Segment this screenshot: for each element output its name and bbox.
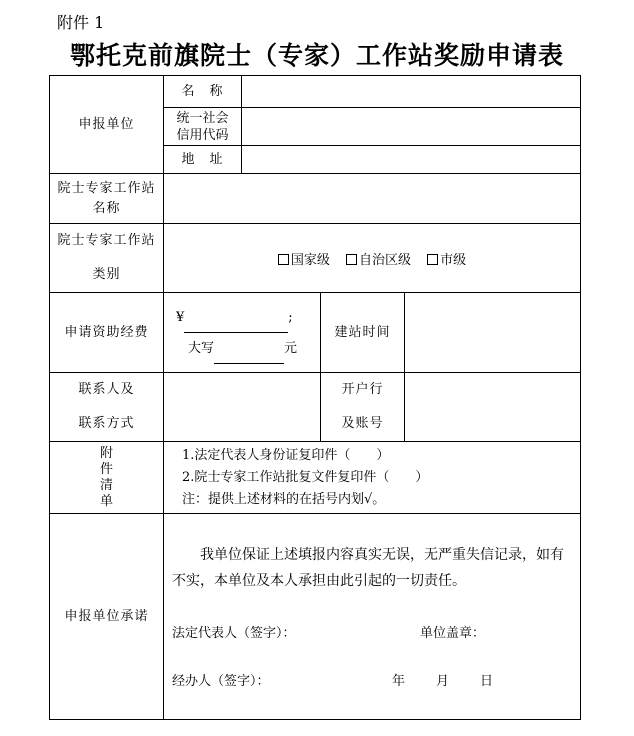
attachments-label-char: 件 bbox=[99, 461, 113, 477]
station-name-label-line-2: 名称 bbox=[92, 200, 121, 216]
date-day-label: 日 bbox=[480, 673, 494, 689]
contact-field[interactable] bbox=[164, 373, 321, 442]
attachments-label-char: 附 bbox=[99, 445, 113, 461]
credit-code-label-line-1: 统一社会 bbox=[176, 110, 229, 126]
attachments-label bbox=[50, 442, 164, 514]
credit-code-field[interactable] bbox=[242, 108, 581, 146]
bank-label-line-1: 开户行 bbox=[341, 382, 384, 397]
contact-label bbox=[50, 373, 164, 442]
unit-seal-label: 单位盖章： bbox=[420, 625, 486, 641]
funding-label: 申请资助经费 bbox=[50, 293, 164, 373]
station-type-label bbox=[50, 224, 164, 293]
station-type-label-line-2: 类别 bbox=[92, 267, 121, 282]
signature-row-2 bbox=[170, 670, 574, 692]
address-label: 地 址 bbox=[164, 146, 242, 174]
option-city[interactable] bbox=[427, 253, 466, 268]
attachment-item-id-copy[interactable]: 1.法定代表人身份证复印件（ ） bbox=[182, 447, 390, 463]
date-year-label: 年 bbox=[392, 673, 406, 689]
attachments-note: 注：提供上述材料的在括号内划√。 bbox=[182, 491, 386, 507]
capital-suffix: 元 bbox=[284, 340, 298, 356]
pledge-text: 我单位保证上述填报内容真实无误，无严重失信记录，如有不实，本单位及本人承担由此引起的一切责任。 bbox=[172, 546, 564, 589]
legal-rep-signature-label: 法定代表人（签字）： bbox=[172, 625, 296, 641]
pledge-label: 申报单位承诺 bbox=[50, 514, 164, 720]
bank-account-field[interactable] bbox=[405, 373, 581, 442]
attachments-label-char: 清 bbox=[99, 477, 113, 493]
amount-input[interactable] bbox=[184, 302, 288, 333]
capital-amount-line bbox=[176, 333, 316, 364]
contact-label-line-1: 联系人及 bbox=[78, 382, 135, 397]
option-national-label: 国家级 bbox=[290, 252, 330, 268]
funding-amount-cell bbox=[164, 293, 321, 373]
station-name-label-line-1: 院士专家工作站 bbox=[57, 180, 156, 196]
attachments-label-char: 单 bbox=[99, 493, 113, 509]
station-type-options bbox=[164, 224, 581, 293]
amount-suffix: ; bbox=[288, 309, 293, 325]
station-name-field[interactable] bbox=[164, 174, 581, 224]
signature-row-1 bbox=[170, 622, 574, 644]
date-month-label: 月 bbox=[436, 673, 450, 689]
capital-prefix: 大写 bbox=[188, 340, 215, 356]
station-name-label bbox=[50, 174, 164, 224]
bank-account-label bbox=[321, 373, 405, 442]
attachment-item-approval-copy[interactable]: 2.院士专家工作站批复文件复印件（ ） bbox=[182, 469, 429, 485]
yen-symbol: ¥ bbox=[176, 309, 185, 325]
contact-label-line-2: 联系方式 bbox=[78, 416, 135, 431]
station-type-label-line-1: 院士专家工作站 bbox=[57, 233, 156, 248]
attachments-list bbox=[164, 442, 581, 514]
unit-label: 申报单位 bbox=[50, 76, 164, 174]
form-title: 鄂托克前旗院士（专家）工作站奖励申请表 bbox=[69, 41, 564, 70]
checkbox-icon[interactable] bbox=[427, 254, 438, 265]
option-national[interactable] bbox=[278, 253, 330, 268]
checkbox-icon[interactable] bbox=[278, 254, 289, 265]
unit-name-label: 名 称 bbox=[164, 76, 242, 108]
annex-label: 附件 1 bbox=[57, 13, 105, 32]
build-time-field[interactable] bbox=[405, 293, 581, 373]
bank-label-line-2: 及账号 bbox=[341, 416, 384, 431]
checkbox-icon[interactable] bbox=[346, 254, 357, 265]
option-city-label: 市级 bbox=[440, 252, 467, 268]
build-time-label: 建站时间 bbox=[321, 293, 405, 373]
address-field[interactable] bbox=[242, 146, 581, 174]
application-form-table bbox=[49, 75, 581, 720]
pledge-cell bbox=[164, 514, 581, 720]
credit-code-label-line-2: 信用代码 bbox=[176, 127, 229, 143]
amount-line bbox=[176, 302, 316, 333]
credit-code-label bbox=[164, 108, 242, 146]
option-autonomous-region[interactable] bbox=[346, 253, 411, 268]
handler-signature-label: 经办人（签字）： bbox=[172, 673, 270, 689]
capital-amount-input[interactable] bbox=[214, 333, 284, 364]
option-autonomous-region-label: 自治区级 bbox=[358, 252, 411, 268]
unit-name-field[interactable] bbox=[242, 76, 581, 108]
